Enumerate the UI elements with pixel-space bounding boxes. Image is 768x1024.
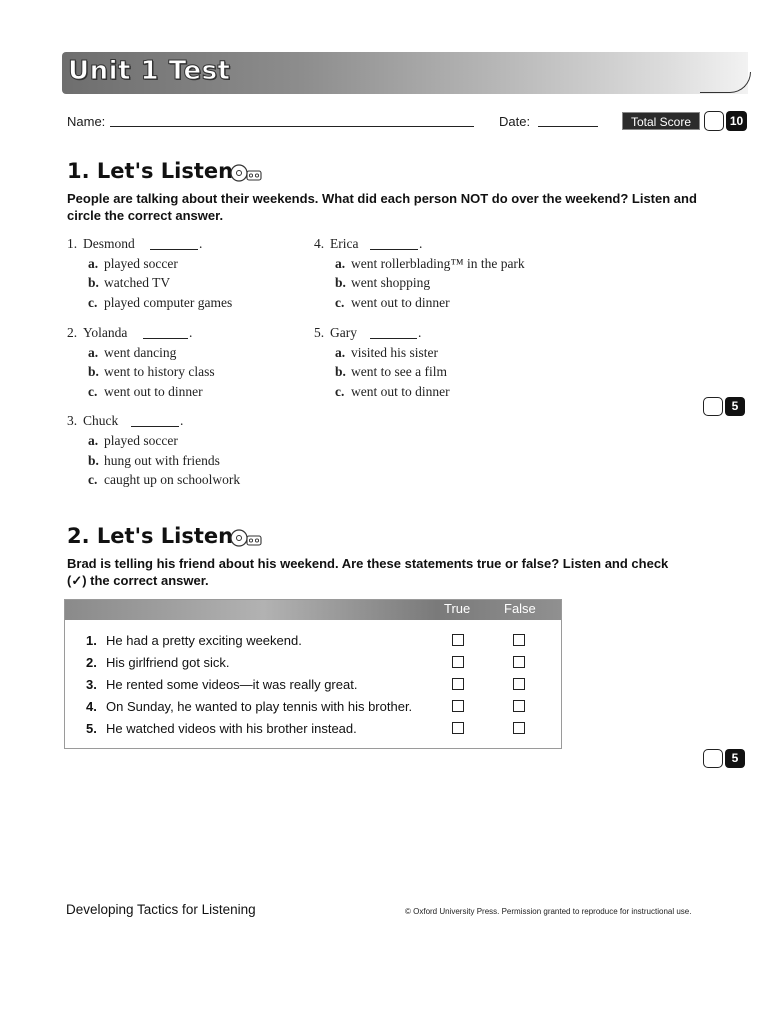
blank-period: . — [199, 236, 203, 251]
option-3c[interactable]: c. caught up on schoolwork — [88, 472, 241, 487]
option-2a[interactable]: a. went dancing — [88, 345, 177, 360]
blank-period: . — [419, 236, 423, 251]
option-1b[interactable]: b. watched TV — [88, 275, 171, 290]
total-score-badge: Total Score — [622, 112, 700, 130]
option-2b[interactable]: b. went to history class — [88, 364, 215, 379]
section2-title: 2. Let's Listen — [67, 524, 234, 548]
date-label: Date: — [499, 114, 531, 129]
section1-instructions: People are talking about their weekends. What did each person NOT do over the weekend? Listen and circle the correct answer. — [67, 191, 697, 223]
section2-instructions: Brad is telling his friend about his weekend. Are these statements true or false? Listen and check (✓) the correct answer. — [67, 556, 669, 588]
false-checkbox-2[interactable] — [513, 656, 525, 668]
answer-blank-3[interactable] — [131, 426, 179, 427]
true-checkbox-3[interactable] — [452, 678, 464, 690]
answer-blank-2[interactable] — [143, 338, 188, 339]
section2-points-badge: 5 — [725, 749, 745, 768]
option-3b[interactable]: b. hung out with friends — [88, 453, 220, 468]
option-5b[interactable]: b. went to see a film — [335, 364, 447, 379]
answer-blank-5[interactable] — [370, 338, 417, 339]
table-row: 1. He had a pretty exciting weekend. — [86, 633, 302, 648]
total-points-badge: 10 — [726, 111, 747, 131]
option-1c[interactable]: c. played computer games — [88, 295, 233, 310]
section1-title: 1. Let's Listen — [67, 159, 234, 183]
table-row: 5. He watched videos with his brother instead. — [86, 721, 357, 736]
false-checkbox-3[interactable] — [513, 678, 525, 690]
question-1: 1. Desmond — [67, 236, 135, 251]
option-5a[interactable]: a. visited his sister — [335, 345, 438, 360]
cd-audio-icon — [229, 528, 265, 548]
section1-score-box[interactable] — [703, 397, 723, 416]
table-row: 2. His girlfriend got sick. — [86, 655, 230, 670]
option-4a[interactable]: a. went rollerblading™ in the park — [335, 256, 525, 271]
page-title: Unit 1 Test — [68, 56, 231, 86]
option-5c[interactable]: c. went out to dinner — [335, 384, 450, 399]
option-2c[interactable]: c. went out to dinner — [88, 384, 203, 399]
blank-period: . — [189, 325, 193, 340]
true-checkbox-2[interactable] — [452, 656, 464, 668]
footer-copyright: © Oxford University Press. Permission granted to reproduce for instructional use. — [405, 907, 692, 916]
false-checkbox-5[interactable] — [513, 722, 525, 734]
option-1a[interactable]: a. played soccer — [88, 256, 178, 271]
name-label: Name: — [67, 114, 106, 129]
table-header — [65, 600, 561, 620]
question-5: 5. Gary — [314, 325, 357, 340]
option-3a[interactable]: a. played soccer — [88, 433, 178, 448]
table-row: 3. He rented some videos—it was really great. — [86, 677, 358, 692]
true-checkbox-4[interactable] — [452, 700, 464, 712]
true-checkbox-5[interactable] — [452, 722, 464, 734]
column-true-header: True — [444, 601, 471, 616]
question-4: 4. Erica — [314, 236, 359, 251]
section1-points-badge: 5 — [725, 397, 745, 416]
true-checkbox-1[interactable] — [452, 634, 464, 646]
total-score-box[interactable] — [704, 111, 724, 131]
false-checkbox-4[interactable] — [513, 700, 525, 712]
section2-score-box[interactable] — [703, 749, 723, 768]
column-false-header: False — [504, 601, 536, 616]
date-field[interactable] — [538, 126, 598, 127]
question-3: 3. Chuck — [67, 413, 119, 428]
blank-period: . — [418, 325, 422, 340]
cd-audio-icon — [229, 163, 265, 183]
option-4c[interactable]: c. went out to dinner — [335, 295, 450, 310]
false-checkbox-1[interactable] — [513, 634, 525, 646]
option-4b[interactable]: b. went shopping — [335, 275, 431, 290]
name-field[interactable] — [110, 126, 474, 127]
answer-blank-4[interactable] — [370, 249, 418, 250]
footer-book-title: Developing Tactics for Listening — [66, 902, 256, 917]
answer-blank-1[interactable] — [150, 249, 198, 250]
blank-period: . — [180, 413, 184, 428]
table-row: 4. On Sunday, he wanted to play tennis with his brother. — [86, 699, 413, 714]
question-2: 2. Yolanda — [67, 325, 128, 340]
